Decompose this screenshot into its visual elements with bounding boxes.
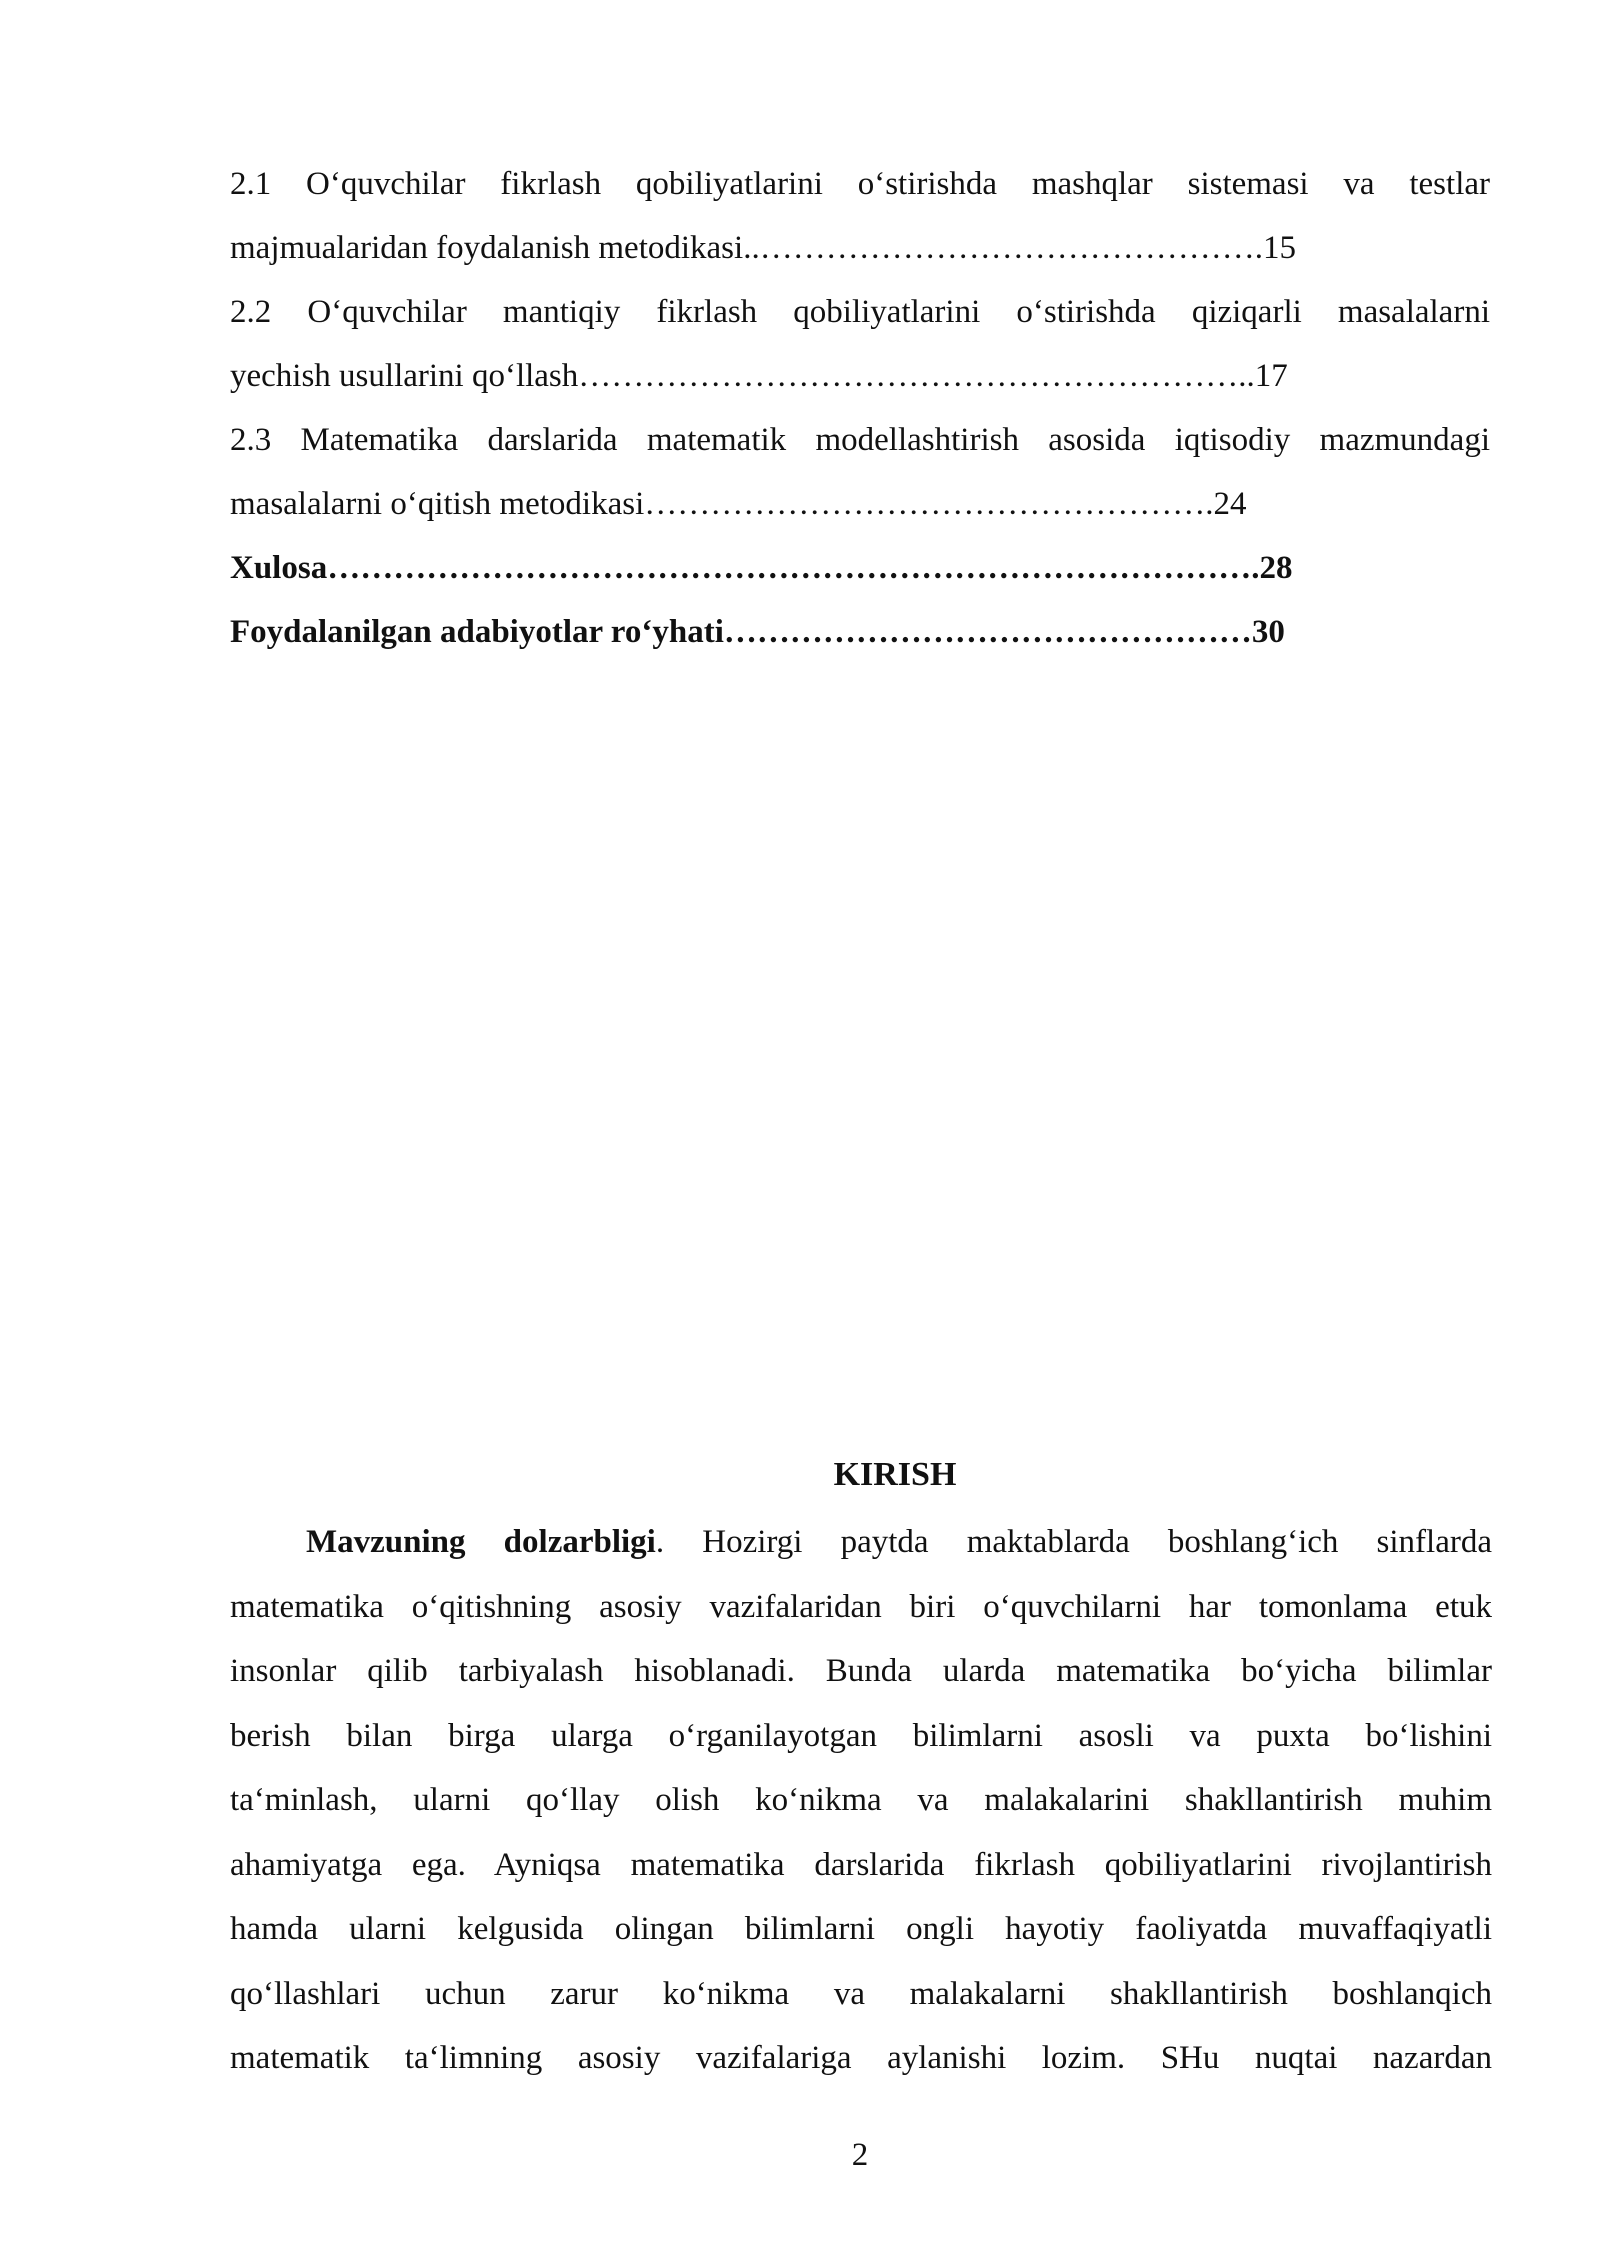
page-number: 2 [851,2137,869,2173]
toc-entry-references: Foydalanilgan adabiyotlar ro‘yhati…………………………………………30 [230,614,1285,650]
paragraph-first-line [230,1510,1492,1575]
lead-rest-text: . Hozirgi paytda maktablarda boshlang‘ich sinflarda [655,1524,1492,1560]
paragraph-line: ta‘minlash, ularni qo‘llay olish ko‘nikma va malakalarini shakllantirish muhim [230,1782,1492,1818]
toc-entry-2-2-line-2: yechish usullarini qo‘llash……………………………………………………..17 [230,358,1288,394]
table-of-contents [230,152,1490,664]
toc-entry-xulosa: Xulosa………………………………………………………………………….28 [230,550,1293,586]
paragraph-line: matematik ta‘limning asosiy vazifalariga aylanishi lozim. SHu nuqtai nazardan [230,2040,1492,2076]
body-paragraph [230,1510,1492,2091]
paragraph-line: insonlar qilib tarbiyalash hisoblanadi. Bunda ularda matematika bo‘yicha bilimlar [230,1653,1492,1689]
paragraph-line: matematika o‘qitishning asosiy vazifalaridan biri o‘quvchilarni har tomonlama etuk [230,1588,1492,1625]
paragraph-line: berish bilan birga ularga o‘rganilayotgan bilimlarni asosli va puxta bo‘lishini [230,1717,1492,1754]
toc-entry-2-1-line-1: 2.1 O‘quvchilar fikrlash qobiliyatlarini o‘stirishda mashqlar sistemasi va testlar [230,166,1490,202]
paragraph-line: qo‘llashlari uchun zarur ko‘nikma va malakalarni shakllantirish boshlanqich [230,1975,1492,2012]
paragraph-line: ahamiyatga ega. Ayniqsa matematika darslarida fikrlash qobiliyatlarini rivojlantirish [230,1846,1492,1883]
lead-bold-phrase: Mavzuning dolzarbligi [306,1524,656,1560]
toc-entry-2-2-line-1: 2.2 O‘quvchilar mantiqiy fikrlash qobiliyatlarini o‘stirishda qiziqarli masalalarni [230,294,1490,330]
toc-entry-2-3-line-1: 2.3 Matematika darslarida matematik modellashtirish asosida iqtisodiy mazmundagi [230,422,1490,458]
paragraph-line: hamda ularni kelgusida olingan bilimlarni ongli hayotiy faoliyatda muvaffaqiyatli [230,1911,1492,1947]
section-heading: KIRISH [833,1456,957,1493]
toc-entry-2-1-line-2: majmualaridan foydalanish metodikasi..……………………………………….15 [230,230,1296,266]
toc-entry-2-3-line-2: masalalarni o‘qitish metodikasi…………………………………………….24 [230,486,1247,522]
